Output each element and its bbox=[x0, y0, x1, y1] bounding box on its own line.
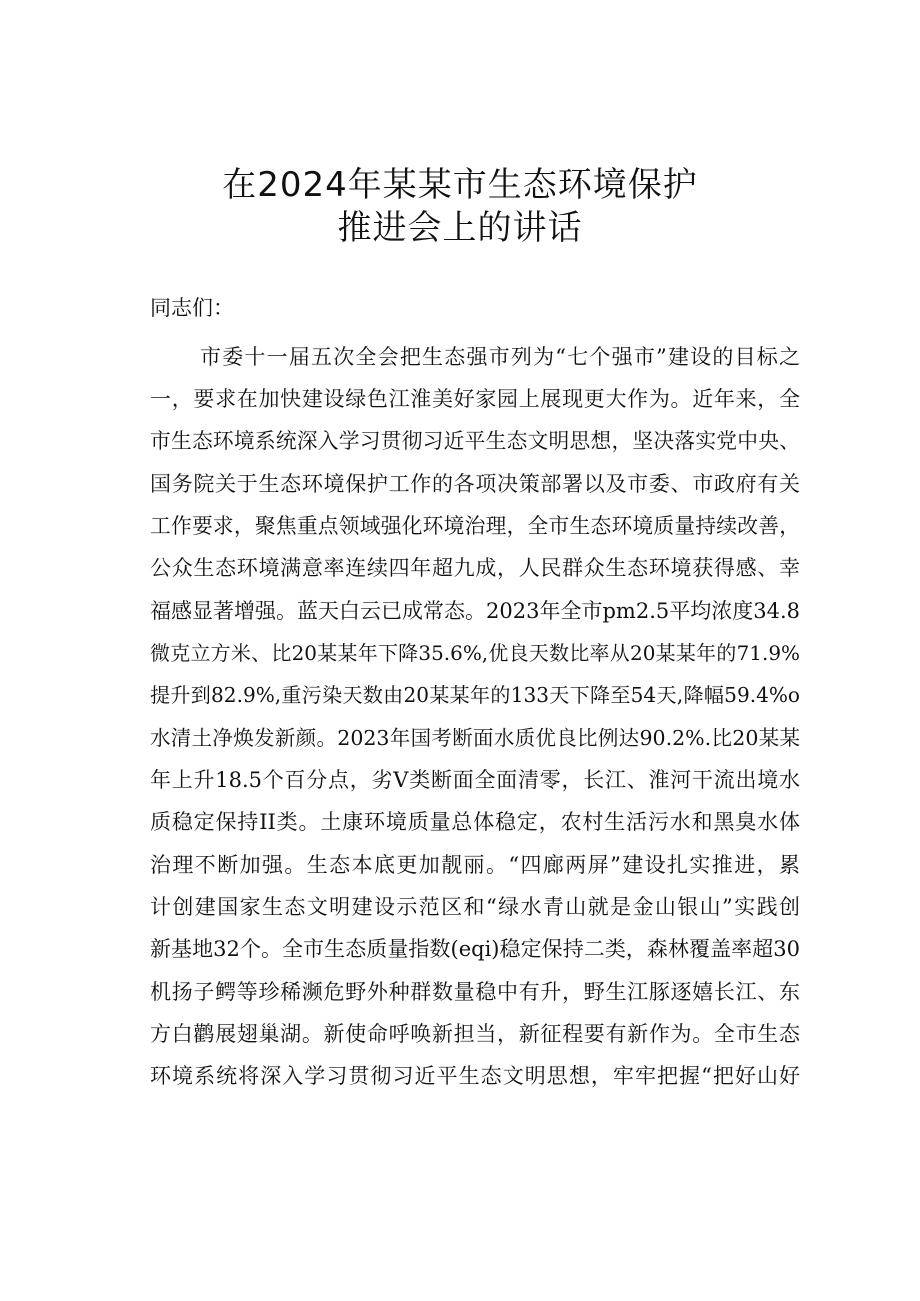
body-line: 机扬子鳄等珍稀濒危野外种群数量稳中有升，野生江豚逐嬉长江、东 bbox=[150, 980, 800, 1004]
body-line: 微克立方米、比20某某年下降35.6%,优良天数比率从20某某年的71.9% bbox=[150, 641, 800, 665]
body-line: 工作要求，聚焦重点领域强化环境治理，全市生态环境质量持续改善， bbox=[150, 514, 800, 538]
body-line: 年上升18.5个百分点，劣V类断面全面清零，长江、淮河干流出境水 bbox=[150, 768, 800, 792]
document-title-line-1: 在2024年某某市生态环境保护 bbox=[222, 165, 698, 205]
body-line: 质稳定保持II类。土康环境质量总体稳定，农村生活污水和黑臭水体 bbox=[150, 810, 800, 834]
body-line: 方白鹳展翅巢湖。新使命呼唤新担当，新征程要有新作为。全市生态 bbox=[150, 1022, 800, 1046]
body-line: 计创建国家生态文明建设示范区和“绿水青山就是金山银山”实践创 bbox=[150, 895, 800, 919]
body-line: 福感显著增强。蓝天白云已成常态。2023年全市pm2.5平均浓度34.8 bbox=[150, 599, 800, 623]
salutation: 同志们： bbox=[150, 296, 234, 320]
body-line: 市生态环境系统深入学习贯彻习近平生态文明思想，坚决落实党中央、 bbox=[150, 429, 800, 453]
body-line: 一，要求在加快建设绿色江淮美好家园上展现更大作为。近年来，全 bbox=[150, 387, 800, 411]
body-line: 新基地32个。全市生态质量指数(eqi)稳定保持二类，森林覆盖率超30 bbox=[150, 937, 800, 961]
body-line: 治理不断加强。生态本底更加靓丽。“四廊两屏”建设扎实推进，累 bbox=[150, 853, 800, 877]
body-line: 水清土净焕发新颜。2023年国考断面水质优良比例达90.2%.比20某某 bbox=[150, 726, 800, 750]
body-line: 提升到82.9%,重污染天数由20某某年的133天下降至54天,降幅59.4%o bbox=[150, 683, 800, 707]
document-title-line-2: 推进会上的讲话 bbox=[337, 208, 583, 248]
body-line: 公众生态环境满意率连续四年超九成，人民群众生态环境获得感、幸 bbox=[150, 556, 800, 580]
body-line: 市委十一届五次全会把生态强市列为“七个强市”建设的目标之 bbox=[200, 345, 800, 369]
body-line: 国务院关于生态环境保护工作的各项决策部署以及市委、市政府有关 bbox=[150, 472, 800, 496]
body-line: 环境系统将深入学习贯彻习近平生态文明思想，牢牢把握“把好山好 bbox=[150, 1064, 800, 1088]
